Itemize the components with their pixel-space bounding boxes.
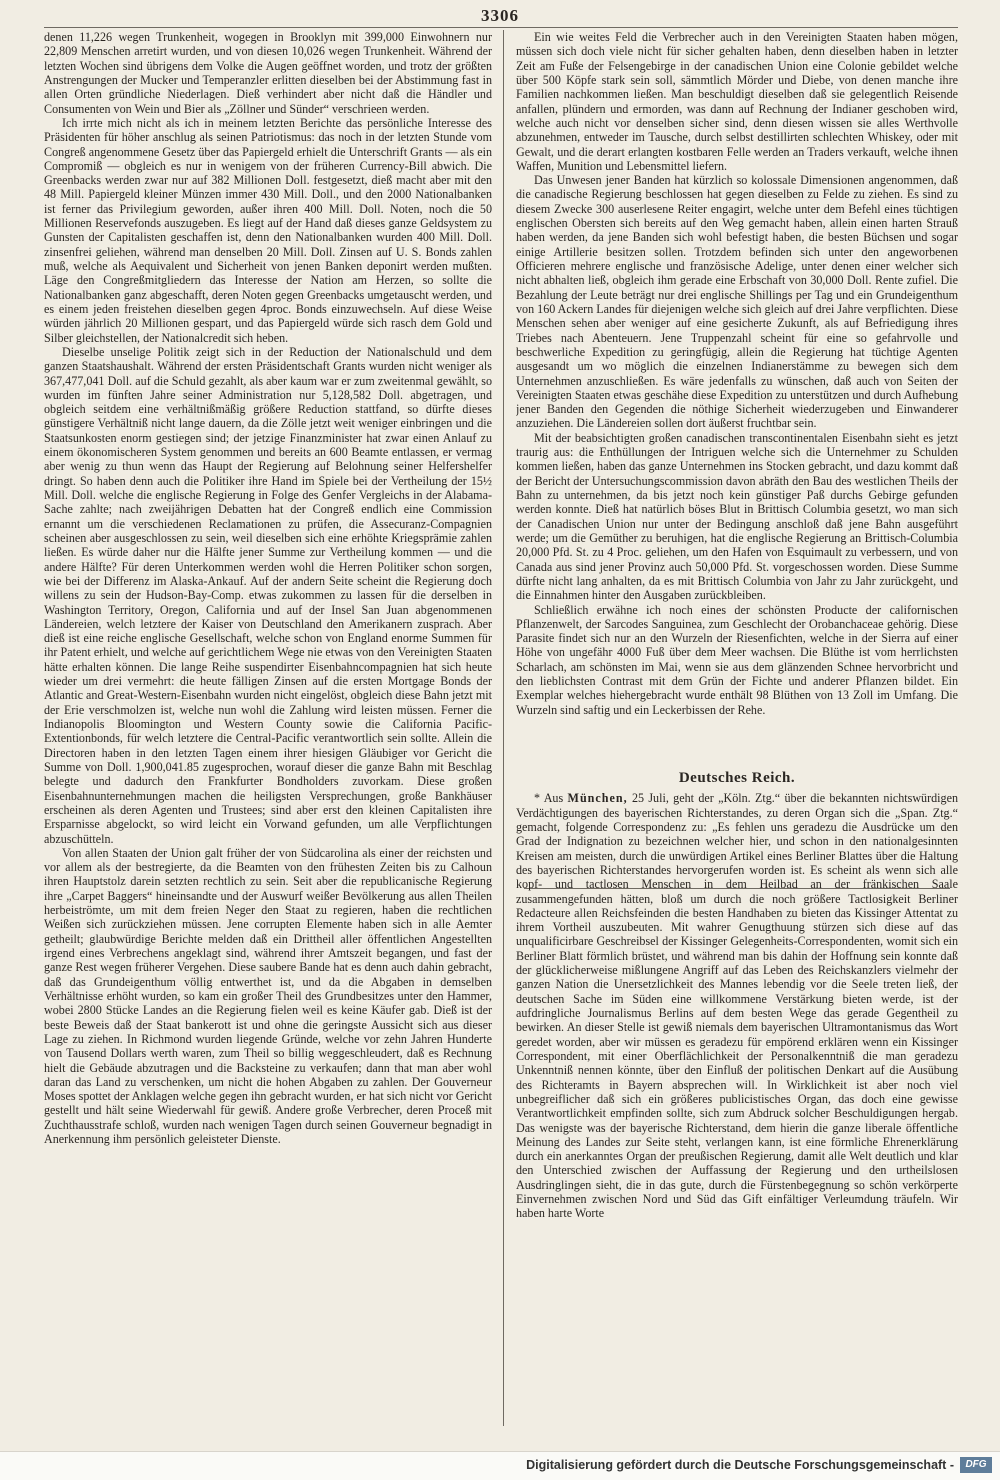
- right-paragraph-4: Schließlich erwähne ich noch eines der schönsten Producte der californischen Pflanzenwelt, der Sarcodes Sanguinea, zum Geschlecht der Orobanchaceae gehörig. Diese Parasite findet sich nur an den Wurzeln der Riesenfichten, welche in der Sierra auf einer Höhe von ungefähr 4000 Fuß über dem Meer wachsen. Die Blüthe ist vom herrlichsten Scharlach, am schönsten im Mai, wenn sie aus dem glänzenden Schnee hervorbricht und den lieblichsten Contrast mit dem Grün der Fichte und anderer Pflanzen bildet. Ein Exemplar welches hiehergebracht wurde enthält 98 Blüthen von 13 Zoll im Umfang. Die Wurzeln sind saftig und ein Leckerbissen der Rehe.: [516, 602, 958, 717]
- page-number: 3306: [481, 6, 519, 25]
- right-column: [516, 30, 958, 1426]
- left-paragraph-3: Dieselbe unselige Politik zeigt sich in der Reduction der Nationalschuld und dem ganzen Staatshaushalt. Während der ersten Präsidentschaft Grants wurden nicht weniger als 367,477,041 Doll. auf die Schuld gezahlt, als aber kaum war er zum zweitenmal gewählt, so wurden im fünften Jahre seiner Administration nur 5,128,582 Doll. abgetragen, und obgleich seitdem eine verhältnißmäßig größere Reduction stattfand, so dürfte dieses günstigere Verhältniß nicht lange dauern, da die Zölle jetzt weit weniger einbringen und die Staatsunkosten enorm gestiegen sind; der jetzige Finanzminister hat zwar einen Anlauf zu einem ökonomischeren System genommen und bereits an 600 Beamte entlassen, er vermag aber wenig zu thun wenn das Haupt der Regierung auf Belohnung seiner Helfershelfer dringt. So haben denn auch die Politiker ihre Hand im Spiele bei der Vertheilung der 15½ Mill. Doll. welche die englische Regierung in Folge des Genfer Vergleichs in der Alabama-Sache zahlte; nach zweijährigen Debatten hat der Congreß endlich eine Commission ernannt um die verschiedenen Reclamationen zu prüfen, die Assecuranz-Compagnien scheinen aber ausgeschlossen zu sein, weil dieselben sich eine erhöhte Kriegsprämie zahlen ließen. Es würde daher nur die Hälfte jener Summe zur Vertheilung kommen — und die andere Hälfte? Für deren Unterkommen werden wohl die Herren Politiker schon sorgen, wie bei der Differenz im Alaska-Ankauf. Auf der andern Seite scheint die Regierung doch willens zu sein der Hudson-Bay-Comp. etwas zukommen zu lassen für die derselben in Washington Territory, Oregon, California und auf der Insel San Juan abgenommenen Ländereien, welch letztere der Kaiser von Deutschland den Amerikanern zusprach. Aber dieß ist eine reiche englische Gesellschaft, welche schon von England enorme Summen für ihr Patent erhielt, und welche auf gerichtlichem Wege nie etwas von den Vereinigten Staaten hätte erhalten können. Die lange Reihe suspendirter Eisenbahncompagnien hat sich heute wieder um drei vermehrt: die heute fälligen Zinsen auf die ersten Mortgage Bonds der Atlantic and Great-Western-Eisenbahn wurden nicht eingelöst, obgleich diese Bahn jetzt mit der Erie verschmolzen ist, welche nun wohl die Zahlung wird leisten müssen. Ferner die Indianopolis Bloomington und Western County sowie die California Pacific-Extentionbonds, für welch letztere die Central-Pacific verantwortlich sein sollte. Allein die Directoren haben in den letzten Tagen einem ihrer hiesigen Gläubiger vor Gericht die Summe von Doll. 1,900,041.85 zugesprochen, worauf dieser die ganze Bahn mit Beschlag belegte und dadurch den Frankfurter Bondholders zuvorkam. Diese großen Eisenbahnunternehmungen machen die heiligsten Versprechungen, große Bankhäuser erscheinen als deren Agenten und Trustees; sind aber erst den kleinen Capitalisten ihre Ersparnisse abgelockt, so wird leicht ein Vorwand gefunden, um alle Verpflichtungen abzuschütteln.: [44, 344, 492, 846]
- left-paragraph-2: Ich irrte mich nicht als ich in meinem letzten Berichte das persönliche Interesse des Präsidenten für höher anschlug als seinen Patriotismus: das noch in der letzten Stunde vom Congreß angenommene Gesetz über das Papiergeld erhielt die Unterschrift Grants — als ein Compromiß — obgleich es nur in wenigem von der früheren Currency-Bill abwich. Die Greenbacks werden zwar nur auf 382 Millionen Doll. festgesetzt, dieß macht aber mit den 48 Mill. Papiergeld kleiner Münzen immer 430 Mill. Doll., und den 2000 Nationalbanken ist ferner das Privilegium geworden, außer ihren 400 Mill. Doll. Noten, noch die 50 Millionen Reservefonds auszugeben. Es liegt auf der Hand daß dieses ganze Geldsystem zu Gunsten der Capitalisten geschaffen ist, denn den Nationalbanken wurden 400 Mill. Doll. zinsenfrei geliehen, während man denselben 20 Mill. Doll. Zinsen auf U. S. Bonds zahlen muß, welche als Aequivalent und Sicherheit von jenen Banken deponirt werden mußten. Läge den Congreßmitgliedern das Interesse der Nation am Herzen, so sollte die Nationalbanken ganz abgeschafft, deren Noten gegen Greenbacks umgetauscht werden, und es einem jeden freistehen dieselben gegen 4proc. Bonds einzuwechseln. Auf diese Weise würden jährlich 20 Millionen gespart, und das Papiergeld würde sich rasch dem Gold und Silber gleichstellen, der Nationalcredit sich heben.: [44, 115, 492, 345]
- left-paragraph-4: Von allen Staaten der Union galt früher der von Südcarolina als einer der reichsten und vor allem als der bestregierte, da die Beamten von den frühesten Zeiten bis zu Calhoun ihren Hauptstolz darein setzten rechtlich zu sein. Seit aber die republicanische Regierung ihre „Carpet Baggers“ hineinsandte und der Auswurf weißer Bevölkerung aus allen Theilen herbeiströmte, um mit dem freien Neger den Staat zu regieren, haben die rechtlichen Weißen sich zurückziehen müssen. Jene corrupten Elemente haben sich in alle Aemter getheilt; glaubwürdige Berichte melden daß ein Drittheil aller öffentlichen Angestellten irgend eines Verbrechens angeklagt sind, während ihrer Amtszeit begangen, und fast der ganze Rest wegen früherer Vergehen. Diese saubere Bande hat es denn auch dahin gebracht, daß das Grundeigenthum völlig entwerthet ist, und da die Abgaben in demselben Verhältnisse erhöht wurden, so kam ein großer Theil des Grundbesitzes unter den Hammer, wobei 2800 Stücke Landes an die Regierung fielen weil es keine Käufer gab. Dieß ist der beste Beweis daß der Staat bankerott ist und ohne die geringste Aussicht sich aus dieser Lage zu ziehen. In Richmond wurden liegende Gründe, welche vor zehn Jahren Hunderte von Tausend Dollars werth waren, zum Theil so billig weggeschleudert, daß es Rechnung hielt die Gebäude abzutragen und die Backsteine zu verkaufen; dann that man aber wohl daran das Land zu verschenken, um nicht die hohen Abgaben zu zahlen. Der Gouverneur Moses spottet der Anklagen welche gegen ihn gebracht wurden, er hat sich nicht vor Gericht gestellt und hält seine Wiederwahl für gewiß. Andere große Verbrecher, deren Proceß mit Zuchthausstrafe schloß, wurden nach wenigen Tagen durch seinen Gouverneur begnadigt in Anerkennung ihm persönlich geleisteter Dienste.: [44, 845, 492, 1147]
- section-heading: Deutsches Reich.: [678, 770, 796, 786]
- right-paragraph-1: Ein wie weites Feld die Verbrecher auch in den Vereinigten Staaten haben mögen, müssen sich doch viele nicht für sicher gehalten haben, denn dieselben haben in letzter Zeit am Fuße der Felsengebirge in der canadischen Union eine Colonie gebildet welche über 500 Köpfe stark sein soll, sämmtlich Mörder und Diebe, von denen manche ihre Familien nachkommen ließen. Man beschuldigt dieselben daß sie gelegentlich Reisende anfallen, plündern und ermorden, was dann auf Rechnung der Indianer geschoben wird, welche auch nicht vor denselben sicher sind, denn diesen wissen sie alles Werthvolle abzunehmen, entweder im Tausche, durch selbst destillirten schlechten Whiskey, oder mit Gewalt, und die derart erlangten kostbaren Felle werden an Traders verkauft, welche ihnen Waffen, Munition und Lebensmittel liefern.: [516, 30, 958, 173]
- column-divider: [503, 30, 504, 1426]
- section-text: 25 Juli, geht der „Köln. Ztg.“ über die bekannten nichtswürdigen Verdächtigungen des bayerischen Richterstandes, zu deren Organ sich die „Span. Ztg.“ gemacht, folgende Correspondenz zu: „Es fehlen uns geradezu die Ausdrücke um den Grad der Indignation zu bezeichnen welcher hier, und schon in den nationalgesinnten Kreisen am meisten, durch die unwürdigen Artikel eines Berliner Blattes über die Haltung des bayerischen Richterstandes hervorgerufen worden ist. Es scheint als wenn sich alle kopf- und tactlosen Menschen in dem Heilbad an der fränkischen Saale zusammengefunden hätten, bloß um durch die noch größere Tactlosigkeit Berliner Redacteure allen Reichsfeinden die besten Handhaben zu bieten das Kissinger Attentat zu ihrem Vortheil auszubeuten. Mit wahrer Genugthuung stürzen sich diese auf das unqualificirbare Geschreibsel der Kissinger Gelegenheits-Correspondenten, womit sich ein Berliner Blatt förmlich brüstet, und während man bis dahin der Hoffnung sein konnte daß der glücklicherweise mißlungene Angriff auf das Leben des Reichskanzlers vielmehr der ganzen Nation die Unersetzlichkeit des Mannes lebendig vor die Seele treten ließ, der deutschen Sache im Süden eine willkommene Verstärkung bieten werde, ist der aufdringliche Journalismus Berlins auf dem besten Wege das gerade Gegentheil zu bewirken. An dieser Stelle ist gewiß niemals dem bayerischen Ultramontanismus das Wort geredet worden, aber wir müssen es geradezu für empörend erklären wenn ein Kissinger Correspondent, mit einer Oberflächlichkeit der Personalkenntniß die man geradezu Unkenntniß nennen könnte, über den Einfluß der politischen Denkart auf die Ausübung des Richteramts in Bayern absprechen will. In Wirklichkeit ist aber noch viel unbegreiflicher daß sich ein größeres publicistisches Organ, das doch eine gewisse Verantwortlichkeit empfinden sollte, sich zum Abdruck solcher Beschuldigungen hergab. Das wenigste was der bayerische Richterstand, dem hierin die ganze liberale öffentliche Meinung des Landes zur Seite steht, verlangen kann, ist eine förmliche Ehrenerklärung durch ein anerkanntes Organ der preußischen Regierung, damit alle Welt deutlich und klar den Unterschied zwischen der Auffassung der Regierung und den urtheilslosen Ausdringlingen sieht, die in das gute, durch die Fürstenbegegnung so schön verkörperte Einvernehmen zwischen Nord und Süd das Gift einfältiger Verleumdung träufeln. Wir haben harte Worte: [516, 791, 958, 1221]
- dateline-prefix: * Aus: [534, 791, 564, 806]
- dfg-logo: DFG: [960, 1457, 992, 1473]
- left-column: [44, 30, 492, 1426]
- header-rule: [44, 27, 958, 28]
- section-paragraph: [516, 791, 958, 1220]
- footer-bar: [0, 1451, 1000, 1480]
- left-paragraph-1: denen 11,226 wegen Trunkenheit, wogegen in Brooklyn mit 399,000 Einwohnern nur 22,809 Menschen arretirt wurden, und von diesen 10,026 wegen Trunkenheit. Während der letzten Wochen sind übrigens dem Volke die Augen geöffnet worden, und trotz der größten Anstrengungen der Mucker und Temperanzler erlitten dieselben bei der Abstimmung fast in allen Orten gründliche Niederlagen. Dieß verhindert aber nicht daß die Händler und Consumenten von Wein und Bier als „Zöllner und Sünder“ verschrieen werden.: [44, 30, 492, 116]
- right-paragraph-3: Mit der beabsichtigten großen canadischen transcontinentalen Eisenbahn sieht es jetzt traurig aus: die Enthüllungen der Intriguen welche sich die Unternehmer zu Schulden kommen ließen, haben das ganze Unternehmen ins Stocken gebracht, und dazu kommt daß der Bericht der Untersuchungscommission davon abräth den Bau des westlichen Theils der Bahn zu unternehmen, da bis jetzt noch kein günstiger Paß durchs Gebirge gefunden werden konnte. Dieß hat natürlich böses Blut in Brittisch Columbia gesetzt, wo man sich der Canadischen Union nur unter der Bedingung anschloß daß jene Bahn ausgeführt werde; um die Gemüther zu beruhigen, hat die englische Regierung an Brittisch-Columbia 20,000 Pfd. St. zu 4 Proc. geliehen, um den Hafen von Esquimault zu verbessern, und von Canada aus sind jener Provinz auch 50,000 Pfd. St. vorgeschossen worden. Diese Summe dürfte nicht lang anhalten, da es mit Brittisch Columbia von Jahr zu Jahr zurückgeht, und die Einnahmen hinter den Ausgaben zurückbleiben.: [516, 430, 958, 603]
- right-paragraph-2: Das Unwesen jener Banden hat kürzlich so kolossale Dimensionen angenommen, daß die canadische Regierung beschlossen hat gegen dieselben zu Felde zu ziehen. Es sind zu diesem Zwecke 300 auserlesene Reiter engagirt, welche unter dem Befehl eines tüchtigen englischen Obersten sich bereits auf den Weg gemacht haben, allein einen harten Strauß haben werden, da jene Banden sich wohl befestigt haben, die besten Büchsen und sogar einige Artillerie besitzen sollen. Trotzdem befinden sich unter den angeworbenen Officieren mehrere englische und französische Adelige, unter denen einer welcher sich nicht abhalten ließ, obgleich ihm gerade eine Erbschaft von 30,000 Doll. Rente zufiel. Die Bezahlung der Leute beträgt nur drei englische Shillings per Tag und ein Grundeigenthum von 160 Ackern Landes für diejenigen welche sich gleich auf drei Jahre verpflichten. Diese Menschen sehen aber weniger auf eine gesicherte Zukunft, als auf Befriedigung ihres Triebes nach Abenteuern. Jene Truppenzahl scheint für eine so gefahrvolle und beschwerliche Expedition zu geringfügig, allein die Regierung hat tüchtige Agenten ausgesandt um wo möglich die einzelnen Indianerstämme zu bewegen sich dem Unternehmen anzuschließen. Es wäre jedenfalls zu wünschen, daß auch von Seiten der Vereinigten Staaten etwas geschähe diese Expedition zu unterstützen und durch Aufhebung jener Banden den Gegenden die nöthige Sicherheit wiederzugeben und Einwanderer anzuziehen. Die Ländereien sollen dort äußerst fruchtbar sein.: [516, 173, 958, 431]
- dateline-place: München,: [567, 791, 628, 806]
- footer-credit: Digitalisierung gefördert durch die Deutsche Forschungsgemeinschaft -: [526, 1458, 954, 1472]
